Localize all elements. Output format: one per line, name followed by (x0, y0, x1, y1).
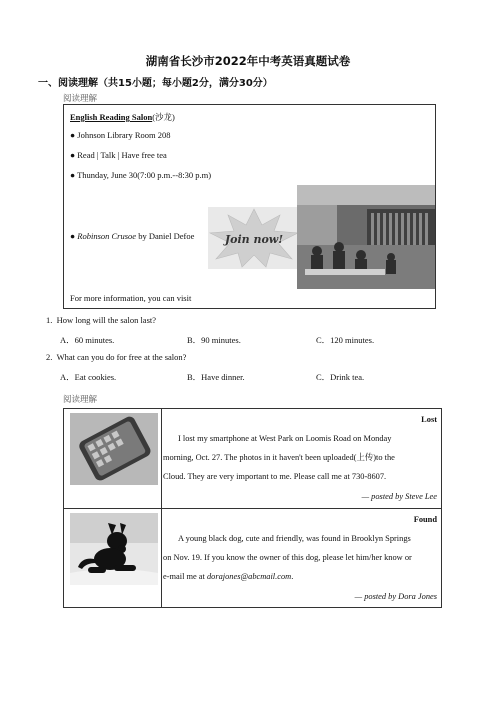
salon-book: ● Robinson Crusoe by Daniel Defoe (70, 231, 195, 241)
found-heading: Found (413, 515, 437, 524)
found-body-line-3: e-mail me at dorajones@abcmail.com. (163, 572, 294, 581)
salon-heading-line (70, 111, 175, 123)
passage-label-2: 阅读理解 (63, 395, 98, 405)
dog-photo (70, 513, 158, 585)
salon-notice (63, 104, 436, 309)
book-title: Robinson Crusoe (77, 231, 137, 241)
salon-heading-cn: (沙龙) (152, 112, 175, 122)
salon-activities: ● Read | Talk | Have free tea (70, 150, 167, 160)
lost-body-line-3: Cloud. They are very important to me. Please call me at 730-8607. (163, 472, 387, 481)
question-2-text: What can you do for free at the salon? (56, 352, 187, 362)
lost-body-line-1: I lost my smartphone at West Park on Loomis Road on Monday (178, 434, 392, 443)
q2-option-c: C．Drink tea. (316, 372, 365, 382)
found-body-line-1: A young black dog, cute and friendly, was found in Brooklyn Springs (178, 534, 411, 543)
section-heading: 一、阅读理解（共15小题；每小题2分，满分30分） (38, 78, 273, 89)
salon-time: ● Thunday, June 30(7:00 p.m.--8:30 p.m) (70, 170, 212, 180)
join-now-starburst (208, 207, 300, 269)
q1-option-b: B．90 minutes. (187, 335, 241, 345)
lost-signature: — posted by Steve Lee (361, 492, 437, 501)
salon-heading: English Reading Salon (70, 112, 153, 122)
question-1: 1. How long will the salon last? (46, 315, 157, 325)
lost-body-line-2: morning, Oct. 27. The photos in it haven't been uploaded(上传)to the (163, 453, 395, 462)
q2-option-a: A．Eat cookies. (60, 372, 117, 382)
q1-option-c: C．120 minutes. (316, 335, 375, 345)
q2-option-b: B．Have dinner. (187, 372, 245, 382)
passage-label: 阅读理解 (63, 94, 98, 104)
question-1-text: How long will the salon last? (56, 315, 157, 325)
page-title: 湖南省长沙市2022年中考英语真题试卷 (145, 54, 351, 68)
join-now-text: Join now! (224, 233, 284, 246)
lost-heading: Lost (421, 415, 437, 424)
salon-more-info: For more information, you can visit (70, 293, 192, 303)
found-signature: — posted by Dora Jones (354, 592, 437, 601)
library-photo (297, 185, 435, 289)
found-email: dorajones@abcmail.com (206, 572, 292, 581)
q1-option-a: A．60 minutes. (60, 335, 115, 345)
question-2: 2. What can you do for free at the salon? (46, 352, 187, 362)
salon-location: ● Johnson Library Room 208 (70, 130, 171, 140)
smartphone-photo (70, 413, 158, 485)
found-body-line-2: on Nov. 19. If you know the owner of this dog, please let him/her know or (163, 553, 412, 562)
lost-found-table (63, 408, 442, 608)
